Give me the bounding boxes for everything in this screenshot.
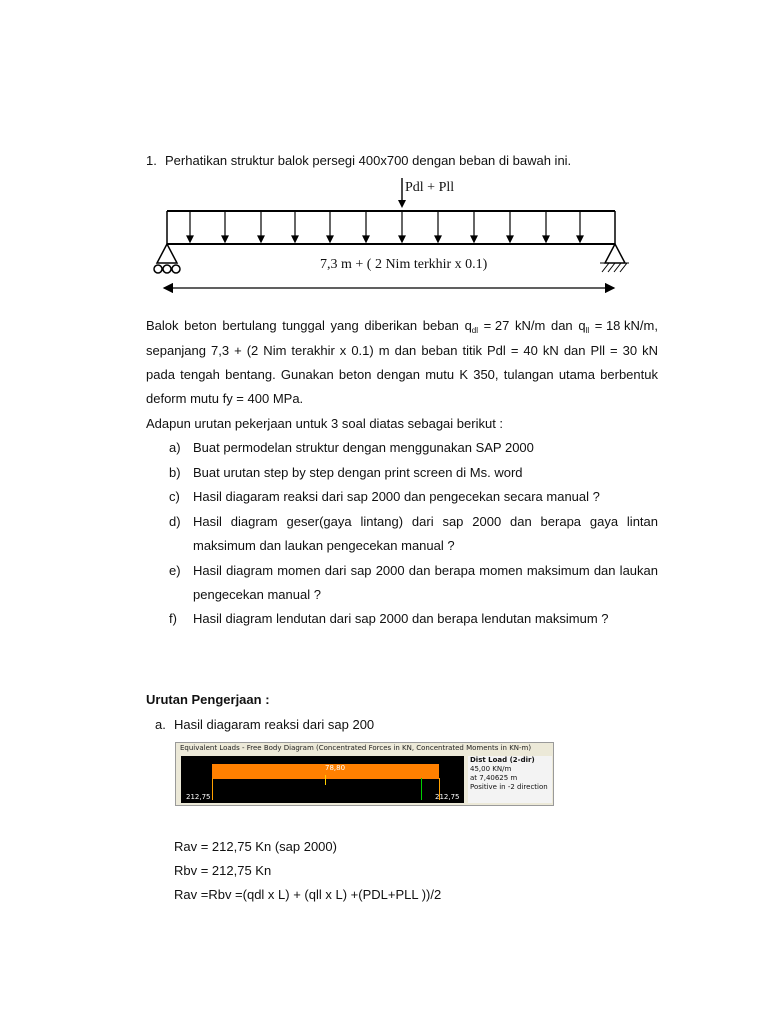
calc-formula: Rav =Rbv =(qdl x L) + (qll x L) +(PDL+PLL ))/2 bbox=[174, 887, 442, 902]
sap-right-reaction-value: 212,75 bbox=[435, 793, 460, 801]
sap-left-reaction-arrow bbox=[212, 778, 213, 800]
sap-free-body-plot bbox=[181, 756, 464, 803]
task-text-d-cont: maksimum dan laukan pengecekan manual ? bbox=[193, 538, 455, 553]
task-marker-e: e) bbox=[169, 563, 181, 578]
sap-left-reaction-value: 212,75 bbox=[186, 793, 211, 801]
task-text-a: Buat permodelan struktur dengan menggunakan SAP 2000 bbox=[193, 440, 534, 455]
roller-wheels bbox=[154, 265, 180, 273]
task-text-b: Buat urutan step by step dengan print screen di Ms. word bbox=[193, 465, 523, 480]
paragraph-line-3: pada tengah bentang. Gunakan beton dengan mutu K 350, tulangan utama berbentuk bbox=[146, 367, 658, 382]
task-marker-f: f) bbox=[169, 611, 177, 626]
pin-support-right bbox=[605, 244, 625, 263]
sap-info-at: at 7,40625 m bbox=[470, 774, 518, 782]
task-text-e: Hasil diagram momen dari sap 2000 dan berapa momen maksimum dan laukan bbox=[193, 563, 658, 578]
sap-info-panel bbox=[468, 756, 552, 803]
sap-load-value: 78,80 bbox=[325, 764, 346, 772]
point-load-label: Pdl + Pll bbox=[405, 180, 455, 195]
section-item-marker: a. bbox=[155, 717, 166, 732]
sap-info-title: Dist Load (2-dir) bbox=[470, 756, 535, 764]
sap-mid-marker bbox=[421, 778, 422, 800]
sap2000-screenshot bbox=[175, 742, 554, 806]
paragraph-line-4: deform mutu fy = 400 MPa. bbox=[146, 391, 304, 406]
task-marker-d: d) bbox=[169, 514, 181, 529]
task-marker-c: c) bbox=[169, 489, 180, 504]
question-intro: Perhatikan struktur balok persegi 400x700 dengan beban di bawah ini. bbox=[165, 153, 572, 168]
section-item-text: Hasil diagaram reaksi dari sap 200 bbox=[174, 717, 375, 732]
paragraph-line-5: Adapun urutan pekerjaan untuk 3 soal diatas sebagai berikut : bbox=[146, 416, 504, 431]
calc-rbv: Rbv = 212,75 Kn bbox=[174, 863, 272, 878]
distributed-load-arrows bbox=[187, 211, 583, 242]
sap-load-arrow bbox=[325, 775, 326, 785]
calc-rav: Rav = 212,75 Kn (sap 2000) bbox=[174, 839, 337, 854]
sap-info-value: 45,00 KN/m bbox=[470, 765, 512, 773]
task-text-e-cont: pengecekan manual ? bbox=[193, 587, 321, 602]
point-load-arrowhead bbox=[398, 200, 406, 208]
beam-diagram bbox=[140, 170, 640, 298]
task-marker-b: b) bbox=[169, 465, 181, 480]
paragraph-line-2: sepanjang 7,3 + (2 Nim terakhir x 0.1) m dan beban titik Pdl = 40 kN dan Pll = 30 kN bbox=[146, 343, 658, 358]
sap-panel-title: Equivalent Loads - Free Body Diagram (Concentrated Forces in KN, Concentrated Moments in KN-m) bbox=[180, 744, 532, 752]
pin-support-hatch bbox=[600, 263, 629, 272]
task-text-f: Hasil diagram lendutan dari sap 2000 dan berapa lendutan maksimum ? bbox=[193, 611, 609, 626]
question-number: 1. bbox=[146, 153, 157, 168]
section-heading: Urutan Pengerjaan : bbox=[146, 692, 270, 707]
paragraph-line-1: Balok beton bertulang tunggal yang diberikan beban $q_{dl}$ = 27 kN/m dan $q_{ll}$ = 18 kN/m, bbox=[146, 318, 658, 335]
span-label: 7,3 m + ( 2 Nim terkhir x 0.1) bbox=[320, 257, 488, 272]
roller-support-left bbox=[157, 244, 177, 263]
task-text-d: Hasil diagram geser(gaya lintang) dari sap 2000 dan berapa gaya lintan bbox=[193, 514, 658, 529]
task-text-c: Hasil diagaram reaksi dari sap 2000 dan pengecekan secara manual ? bbox=[193, 489, 600, 504]
task-marker-a: a) bbox=[169, 440, 181, 455]
sap-info-direction: Positive in -2 direction bbox=[470, 783, 548, 791]
